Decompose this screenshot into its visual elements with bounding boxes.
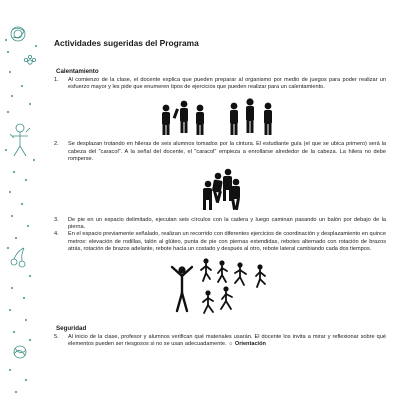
standing-children-illustration — [52, 91, 386, 141]
list-item — [52, 231, 386, 253]
list-item — [52, 77, 386, 91]
item-text: Se desplazan trotando en hileras de seis alumnos tomados por la cintura. El estudiante guía (el que se ubica primero) será la cabeza del "caracol". A la señal del docente, el "caracol" empieza a enrollarse alrededor de la cabeza. La hilera no debe romperse. — [68, 141, 386, 162]
section-heading-safety: Seguridad — [56, 325, 87, 333]
list-item — [52, 217, 386, 231]
item-text: En el espacio previamente señalado, realizan un recorrido con diferentes ejercicios de coordinación y desplazamiento en quince metros: elevación de rodillas, talón al glúteo, punta de pie con piernas extendidas, rebotes alternado con rotación de brazos atrás, rotación de brazos adelante, rebote hacia un costado y después al otro, rebote lateral cambiando cada dos tiempos. — [68, 231, 386, 252]
item-number: 3. — [54, 217, 59, 224]
sun-icon: ☼ — [228, 341, 234, 348]
item-text: Al inicio de la clase, profesor y alumnos verifican qué materiales usarán. El docente los invita a mirar y reflexionar sobre qué elementos pueden ser riesgosos si no se usan adecuadamente. — [68, 334, 386, 348]
list-item — [52, 141, 386, 163]
item-text: De pie en un espacio delimitado, ejecutan seis círculos con la cadera y luego caminan pasando un balón por debajo de la pierna. — [68, 217, 386, 231]
scribble-circle-icon — [11, 27, 25, 41]
figure-exercises — [52, 253, 386, 323]
flower-icon — [24, 55, 35, 64]
exercises-illustration — [52, 253, 386, 323]
section-heading-warmup: Calentamiento — [56, 68, 99, 75]
list-item — [52, 334, 386, 348]
item-number: 2. — [54, 141, 59, 148]
orientation-label: Orientación — [234, 341, 266, 348]
item-number: 5. — [54, 334, 59, 341]
margin-decoration — [0, 0, 48, 400]
item-number: 1. — [54, 77, 59, 83]
item-text: Al comienzo de la clase, el docente explica que pueden preparar al organismo por medio de juegos para poder realizar un esfuerzo mayor y les pide que enumeren tipos de ejercicios que pueden realizar para un calentamiento. — [68, 77, 386, 91]
snail-line-illustration — [52, 163, 386, 217]
figure-snail-line — [52, 163, 386, 217]
item-number: 4. — [54, 231, 59, 238]
page-title: Actividades sugeridas del Programa — [54, 38, 199, 48]
document-content — [52, 38, 386, 348]
child-drawing-icon — [10, 124, 30, 156]
figure-standing-children — [52, 91, 386, 141]
cherries-icon — [11, 248, 25, 267]
scribble-ball-icon — [14, 346, 26, 358]
